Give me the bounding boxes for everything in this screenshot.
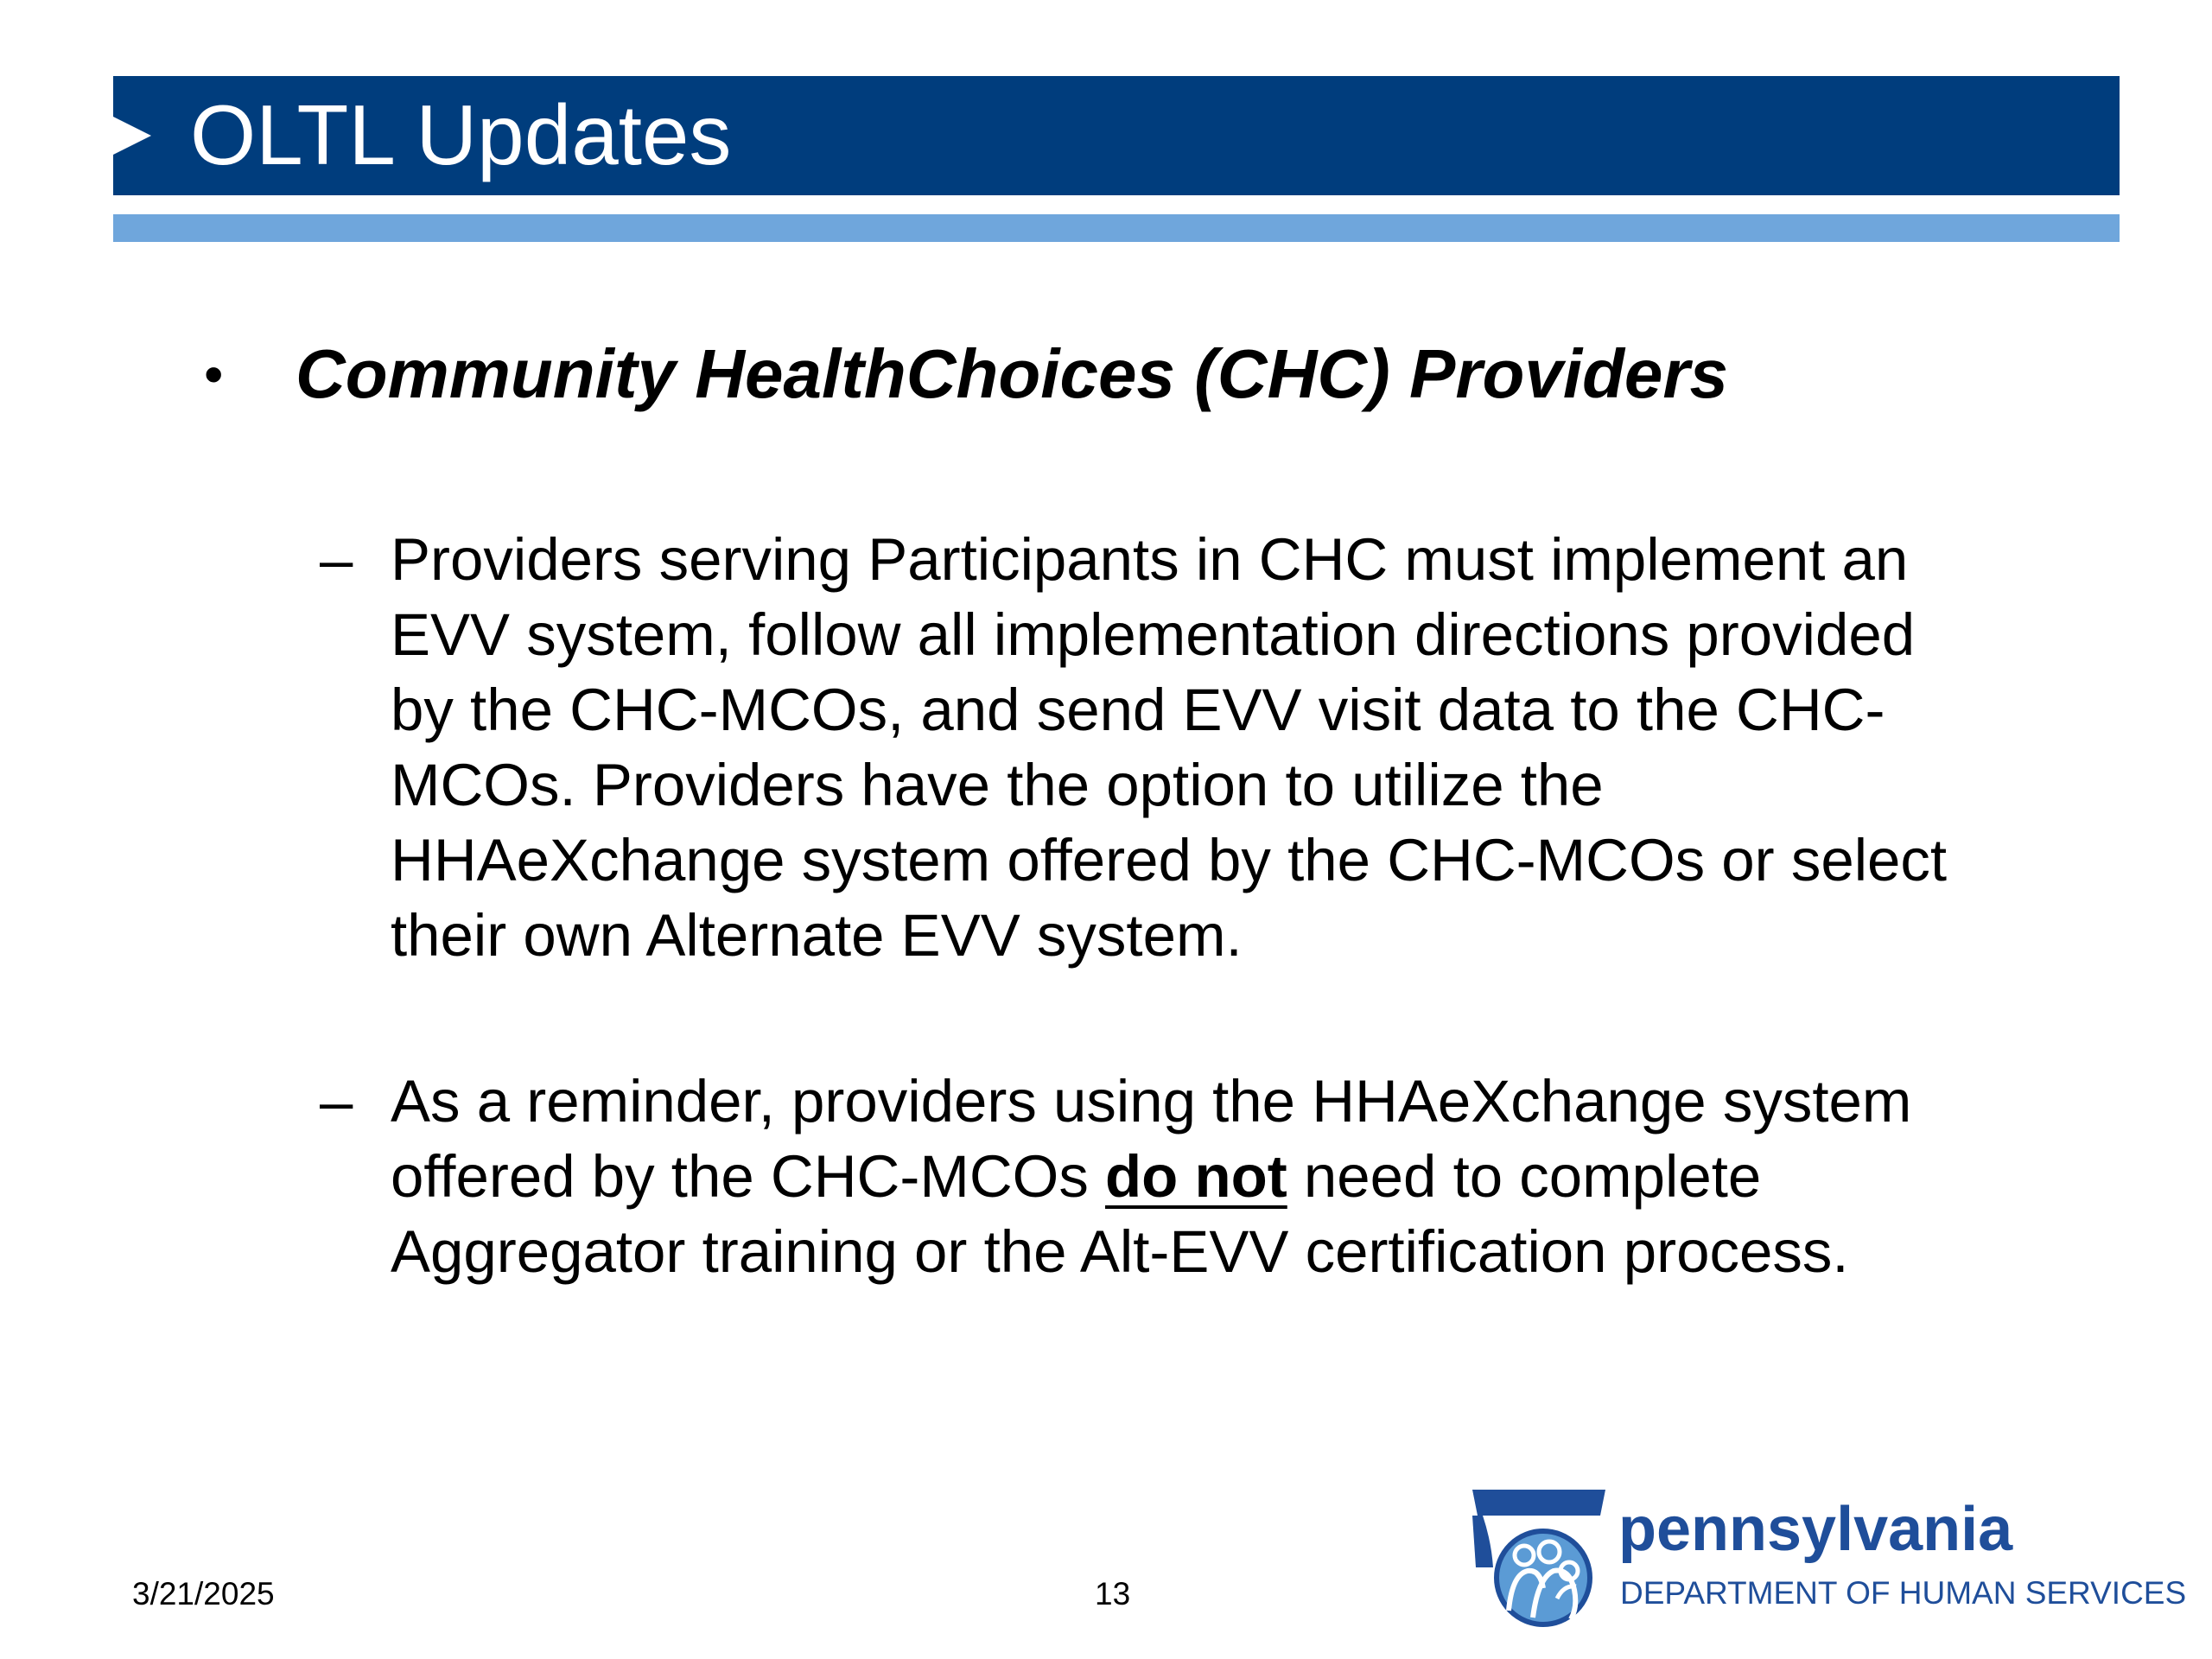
sub-bullet-text-after: need to complete Aggregator training or the Alt-EVV certification process.	[391, 1143, 1849, 1285]
title-arrow-icon	[113, 117, 151, 155]
sub-bullet-text	[391, 1064, 1987, 1289]
logo-department: DEPARTMENT OF HUMAN SERVICES	[1620, 1575, 2187, 1611]
bullet-marker: •	[204, 343, 224, 405]
page-number: 13	[1095, 1576, 1131, 1611]
bullet-heading: Community HealthChoices (CHC) Providers	[296, 335, 1729, 412]
sub-bullet-text-before: As a reminder, providers using the HHAeXchange system offered by the CHC-MCOs	[391, 1068, 1912, 1210]
footer-date: 3/21/2025	[132, 1576, 275, 1611]
sub-bullet-text: Providers serving Participants in CHC must implement an EVV system, follow all implementation directions provided by the CHC-MCOs, and send EVV visit data to the CHC-MCOs. Providers have the option to utilize the HHAeXchange system offered by the CHC-MCOs or select their own Alternate EVV system.	[391, 526, 1948, 969]
sub-bullet-1	[320, 522, 1987, 973]
dash-marker: –	[320, 1068, 353, 1135]
slide-title-bar	[113, 76, 2120, 195]
logo-name: pennsylvania	[1618, 1495, 2013, 1564]
pa-dhs-logo	[1467, 1481, 2187, 1628]
dash-marker: –	[320, 526, 353, 593]
title-accent-stripe	[113, 214, 2120, 242]
sub-bullet-2	[320, 1064, 1987, 1289]
emphasis-text: do not	[1105, 1143, 1287, 1210]
slide-title: OLTL Updates	[190, 87, 732, 182]
keystone-family-icon	[1467, 1481, 1611, 1628]
